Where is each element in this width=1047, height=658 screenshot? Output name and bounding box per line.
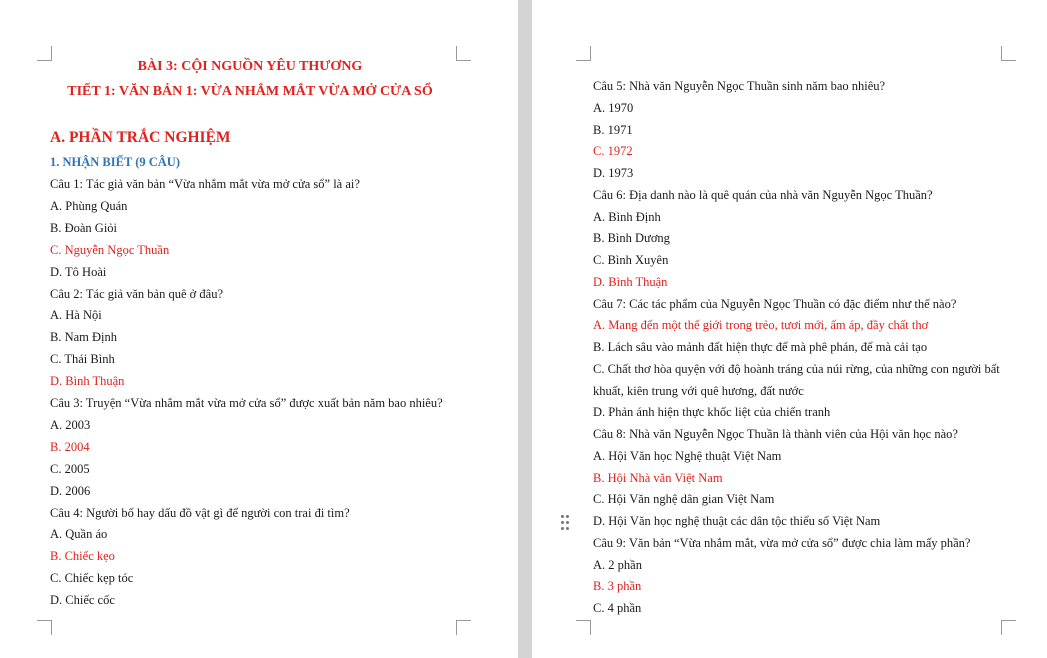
lesson-title: BÀI 3: CỘI NGUỒN YÊU THƯƠNG [137,59,363,74]
section-heading: A. PHẦN TRẮC NGHIỆM [50,129,231,146]
margin-mark-bottom-left [576,620,591,635]
margin-mark-bottom-left [37,620,52,635]
document-line: D. Bình Thuận [593,274,668,289]
margin-mark-top-right [1001,46,1016,61]
document-line: Câu 7: Các tác phẩm của Nguyễn Ngọc Thuần có đặc điểm như thế nào? [593,296,957,311]
document-line: C. 2005 [50,461,90,476]
document-line: A. Quần áo [50,527,108,542]
document-line: D. Chiếc cốc [50,593,115,608]
margin-mark-top-right [456,46,471,61]
page-gap [518,0,532,658]
document-line: A. Phùng Quán [50,198,128,213]
document-line: C. Chất thơ hòa quyện với độ hoành tráng của núi rừng, của những con người bất [593,361,1000,376]
document-line: D. 2006 [50,483,91,498]
document-line: Câu 5: Nhà văn Nguyễn Ngọc Thuần sinh năm bao nhiêu? [593,79,886,93]
document-line: Câu 2: Tác giả văn bản quê ở đâu? [50,286,223,301]
document-line: D. Bình Thuận [50,374,125,389]
document-line: A. Hội Văn học Nghệ thuật Việt Nam [593,448,782,463]
document-line: A. 1970 [593,100,634,115]
document-line: B. Chiếc kẹo [50,549,115,564]
document-line: C. 1972 [593,144,633,159]
document-line: A. Bình Định [593,209,661,224]
document-line: A. Mang đến một thế giới trong trẻo, tươi mới, ấm áp, đầy chất thơ [593,318,929,333]
subsection-heading: 1. NHẬN BIẾT (9 CÂU) [50,155,180,169]
document-line: B. Nam Định [50,330,118,345]
document-line: Câu 8: Nhà văn Nguyễn Ngọc Thuần là thành viên của Hội văn học nào? [593,427,958,441]
drag-handle-icon[interactable] [561,515,571,533]
document-line: D. Phản ánh hiện thực khốc liệt của chiến tranh [593,405,831,420]
document-line: Câu 3: Truyện “Vừa nhắm mắt vừa mở cửa sổ” được xuất bản năm bao nhiêu? [50,396,443,410]
document-line: Câu 6: Địa danh nào là quê quán của nhà văn Nguyễn Ngọc Thuần? [593,187,933,202]
document-line: A. Hà Nội [50,308,102,323]
margin-mark-top-left [576,46,591,61]
document-line: C. Nguyễn Ngọc Thuần [50,242,170,257]
lesson-subtitle: TIẾT 1: VĂN BẢN 1: VỪA NHẮM MẮT VỪA MỞ CỬA SỔ [67,84,433,99]
document-line: D. 1973 [593,166,634,180]
document-line: Câu 9: Văn bản “Vừa nhắm mắt, vừa mở cửa sổ” được chia làm mấy phần? [593,535,971,550]
document-page-right [532,0,1047,658]
document-line: C. Bình Xuyên [593,253,669,267]
document-line: B. Đoàn Giỏi [50,220,118,235]
document-line: D. Hội Văn học nghệ thuật các dân tộc thiểu số Việt Nam [593,514,881,528]
document-line: B. Bình Dương [593,231,670,246]
document-line: C. Hội Văn nghệ dân gian Việt Nam [593,492,775,507]
document-line: A. 2003 [50,417,91,432]
document-page-left [0,0,518,658]
document-line: Câu 4: Người bố hay dấu đồ vật gì để người con trai đi tìm? [50,505,350,520]
margin-mark-bottom-right [456,620,471,635]
document-line: Câu 1: Tác giả văn bản “Vừa nhắm mắt vừa mở cửa sổ” là ai? [50,177,360,191]
document-line: D. Tô Hoài [50,264,107,279]
document-line: B. Lách sâu vào mảnh đất hiện thực để mà phê phán, để mà cải tạo [593,340,928,354]
document-line: B. 3 phần [593,579,642,594]
document-line: C. Thái Bình [50,352,115,367]
document-line: B. 1971 [593,122,633,137]
document-line: C. 4 phần [593,601,642,615]
document-line: B. Hội Nhà văn Việt Nam [593,470,723,485]
margin-mark-bottom-right [1001,620,1016,635]
document-line: A. 2 phần [593,557,642,572]
document-line: C. Chiếc kẹp tóc [50,571,134,586]
document-line: B. 2004 [50,439,90,454]
document-line: khuất, kiên trung với quê hương, đất nước [593,383,804,398]
